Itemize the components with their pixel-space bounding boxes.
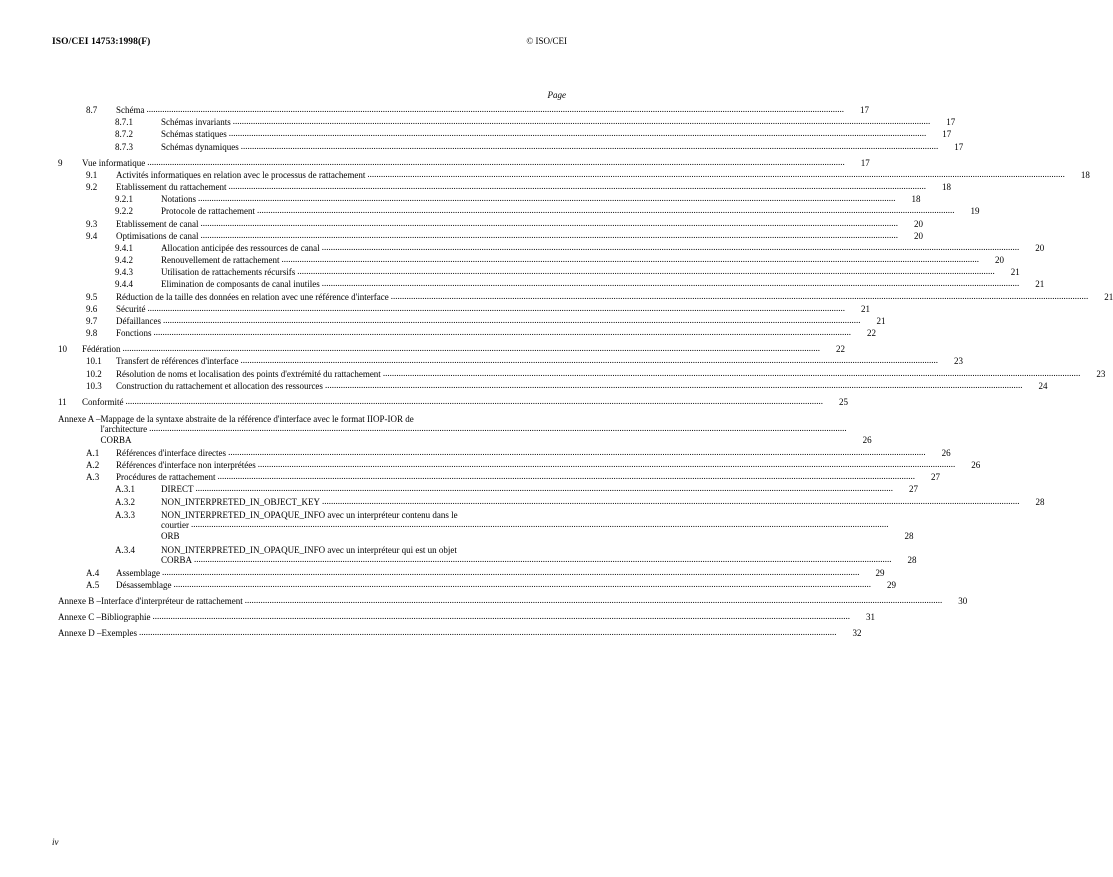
toc-entry-page: 21 — [1010, 267, 1020, 278]
toc-entry-title: Bibliographie — [101, 612, 151, 623]
toc-entry-number: Annexe C – — [58, 612, 101, 623]
toc-leader-dots — [123, 344, 821, 353]
toc-entry-number: 9.7 — [86, 316, 98, 326]
toc-entry[interactable] — [52, 368, 1106, 379]
toc-entry-title-line1: NON_INTERPRETED_IN_OPAQUE_INFO avec un interpréteur contenu dans le — [161, 509, 458, 520]
toc-entry-title: Schéma — [116, 105, 145, 115]
toc-entry-number: A.3.3 — [115, 509, 135, 520]
toc-entry-number: 8.7 — [86, 105, 98, 115]
toc-entry-number: 8.7.2 — [115, 129, 133, 140]
toc-leader-dots — [194, 554, 892, 565]
toc-entry-page: 20 — [913, 230, 923, 241]
toc-entry-title: Procédures de rattachement — [116, 472, 216, 483]
toc-entry-page: 30 — [958, 596, 968, 607]
toc-entry-number: 10 — [58, 344, 67, 355]
toc-entry-title: Utilisation de rattachements récursifs — [161, 267, 296, 278]
toc-entry[interactable] — [52, 628, 862, 639]
toc-entry-number: 11 — [58, 396, 67, 407]
toc-entry-page: 23 — [1096, 368, 1106, 379]
toc-entry-number: 9.2 — [86, 181, 98, 192]
toc-entry-title: Sécurité — [116, 303, 146, 314]
toc-entry-page: 22 — [867, 328, 877, 339]
toc-leader-dots — [228, 448, 926, 457]
toc-entry-page: 26 — [971, 459, 981, 470]
toc-leader-dots — [281, 255, 979, 264]
toc-entry-number: A.2 — [86, 459, 100, 470]
toc-entry-title: NON_INTERPRETED_IN_OBJECT_KEY — [161, 496, 320, 507]
toc-entry-page: 18 — [911, 194, 921, 205]
page-header — [52, 36, 567, 47]
toc-leader-dots — [322, 243, 1020, 252]
toc-entry-title: Interface d'interpréteur de rattachement — [101, 596, 243, 607]
toc-entry-title: Construction du rattachement et allocation des ressources — [116, 380, 323, 391]
toc-leader-dots — [325, 381, 1023, 390]
toc-leader-dots — [154, 328, 852, 337]
toc-entry-number: 9.5 — [86, 291, 98, 302]
toc-leader-dots — [240, 356, 938, 365]
toc-entry[interactable] — [52, 316, 886, 326]
toc-leader-dots — [322, 497, 1020, 506]
toc-entry-page: 17 — [860, 105, 869, 115]
toc-entry-title: Activités informatiques en relation avec le processus de rattachement — [116, 169, 366, 180]
toc-entry-number: 10.3 — [86, 380, 102, 391]
toc-entry-number: 9.2.1 — [115, 194, 133, 205]
toc-entry[interactable] — [52, 129, 952, 140]
toc-entry-title: Allocation anticipée des ressources de canal — [161, 242, 320, 253]
toc-entry[interactable] — [52, 568, 885, 579]
toc-entry-number: 9.6 — [86, 303, 98, 314]
toc-entry-page: 27 — [909, 484, 918, 495]
toc-leader-dots — [229, 129, 927, 138]
toc-entry-title: Réduction de la taille des données en relation avec une référence d'interface — [116, 291, 389, 302]
toc-entry[interactable] — [52, 447, 951, 458]
toc-entry[interactable] — [52, 459, 981, 470]
toc-entry[interactable] — [52, 255, 1004, 266]
toc-entry-page: 22 — [836, 344, 845, 355]
toc-entry-title: Vue informatique — [82, 157, 146, 168]
toc-entry-title: DIRECT — [161, 484, 194, 495]
toc-entry[interactable] — [52, 117, 956, 128]
toc-leader-dots — [173, 580, 871, 589]
toc-entry-page: 31 — [866, 612, 875, 623]
toc-leader-dots — [139, 628, 837, 637]
toc-leader-dots — [153, 612, 851, 621]
toc-entry[interactable] — [52, 303, 870, 314]
toc-leader-dots — [162, 568, 860, 577]
toc-entry-title: Références d'interface directes — [116, 447, 227, 458]
toc-entry[interactable] — [52, 472, 940, 483]
toc-entry-page: 29 — [875, 568, 885, 579]
toc-leader-dots — [257, 206, 955, 215]
toc-entry-title-line1: NON_INTERPRETED_IN_OPAQUE_INFO avec un interpréteur qui est un objet — [161, 544, 457, 555]
toc-entry-page: 21 — [876, 316, 886, 326]
toc-entry-title: Schémas invariants — [161, 117, 231, 128]
toc-entry-title: Transfert de références d'interface — [116, 356, 239, 367]
toc-entry-page: 20 — [913, 218, 923, 229]
toc-entry[interactable] — [52, 328, 877, 339]
toc-entry-number: 8.7.3 — [115, 141, 133, 152]
toc-leader-dots — [196, 484, 894, 493]
toc-leader-dots — [126, 397, 824, 406]
toc-entry-page: 26 — [862, 434, 872, 445]
toc-entry-number: Annexe D – — [58, 628, 102, 639]
toc-entry-title: Etablissement du rattachement — [116, 181, 227, 192]
toc-entry[interactable] — [52, 267, 1020, 278]
toc-entry-number: 9.4.2 — [115, 255, 133, 266]
toc-entry[interactable] — [52, 612, 875, 623]
toc-leader-dots — [383, 369, 1081, 378]
toc-entry[interactable] — [52, 291, 1113, 302]
toc-entry-page: 28 — [904, 530, 914, 541]
toc-entry-page: 17 — [946, 117, 956, 128]
toc-entry[interactable] — [52, 169, 1090, 180]
toc-entry-number: 9.4.4 — [115, 279, 133, 290]
toc-entry-page: 17 — [860, 157, 870, 168]
toc-entry[interactable] — [52, 496, 1045, 507]
toc-entry-number: 9.1 — [86, 169, 98, 180]
toc-entry-page: 27 — [930, 472, 940, 483]
toc-entry[interactable] — [52, 396, 848, 407]
toc-entry-page: 28 — [907, 555, 917, 566]
toc-entry-title: Notations — [161, 194, 196, 205]
toc-entry-page: 18 — [1080, 169, 1090, 180]
page-column-label: Page — [547, 90, 566, 100]
toc-entry-number: A.4 — [86, 568, 100, 579]
toc-leader-dots — [200, 219, 898, 228]
toc-leader-dots — [391, 292, 1089, 301]
toc-entry-page: 26 — [941, 447, 951, 458]
toc-entry-title: Exemples — [101, 628, 137, 639]
toc-entry-number: A.1 — [86, 447, 100, 458]
toc-leader-dots — [191, 519, 889, 530]
toc-entry[interactable] — [52, 157, 870, 168]
toc-entry-title: Etablissement de canal — [116, 218, 199, 229]
toc-entry-title: Schémas statiques — [161, 129, 227, 140]
toc-entry[interactable] — [52, 380, 1048, 391]
toc-leader-dots — [149, 423, 847, 434]
toc-entry[interactable] — [52, 105, 869, 115]
toc-entry-number: 8.7.1 — [115, 117, 133, 128]
toc-entry-number: A.3.1 — [115, 484, 135, 495]
toc-entry-number: 9.2.2 — [115, 206, 133, 217]
toc-entry-page: 21 — [861, 303, 870, 314]
toc-leader-dots — [147, 105, 845, 114]
toc-leader-dots — [228, 182, 926, 191]
toc-entry-number: 10.1 — [86, 356, 102, 367]
toc-entry-title: Résolution de noms et localisation des points d'extrémité du rattachement — [116, 368, 381, 379]
toc-leader-dots — [322, 279, 1020, 288]
toc-entry-title-line1: Mappage de la syntaxe abstraite de la référence d'interface avec le format IIOP-IOR de — [100, 413, 414, 424]
toc-entry[interactable] — [52, 596, 968, 607]
toc-entry-page: 23 — [953, 356, 963, 367]
toc-leader-dots — [258, 460, 956, 469]
toc-leader-dots — [367, 170, 1065, 179]
toc-entry-page: 25 — [839, 396, 848, 407]
standard-designation: ISO/CEI 14753:1998(F) — [52, 37, 151, 47]
toc-entry-number: A.5 — [86, 580, 100, 591]
toc-entry-page: 29 — [886, 580, 896, 591]
toc-leader-dots — [297, 267, 995, 276]
toc-entry[interactable] — [52, 218, 923, 229]
toc-entry-number: 9 — [58, 157, 63, 168]
toc-entry-page: 17 — [954, 141, 964, 152]
toc-leader-dots — [200, 231, 898, 240]
toc-leader-dots — [241, 142, 939, 151]
toc-entry-title-line2: courtier ORB — [161, 520, 189, 541]
toc-entry-title: Elimination de composants de canal inutiles — [161, 279, 320, 290]
toc-entry-page: 20 — [994, 255, 1004, 266]
toc-entry-number: A.3 — [86, 472, 100, 483]
toc-entry[interactable] — [52, 181, 951, 192]
toc-entry-title: Renouvellement de rattachement — [161, 255, 280, 266]
toc-entry-number: 9.8 — [86, 328, 98, 339]
toc-leader-dots — [217, 472, 915, 481]
toc-entry-number: 9.4.3 — [115, 267, 133, 278]
toc-entry[interactable] — [52, 580, 896, 591]
toc-entry-number: 9.4 — [86, 230, 98, 241]
toc-entry-number: Annexe A – — [58, 413, 101, 424]
toc-entry-title-line2: CORBA — [161, 555, 193, 566]
toc-entry-page: 18 — [941, 181, 951, 192]
table-of-contents — [52, 105, 1113, 639]
toc-entry[interactable] — [52, 141, 964, 152]
toc-entry[interactable] — [52, 544, 917, 566]
toc-leader-dots — [233, 117, 931, 126]
toc-entry[interactable] — [52, 230, 923, 241]
toc-entry-page: 32 — [852, 628, 862, 639]
toc-entry-title-line2: l'architecture CORBA — [100, 424, 148, 445]
toc-entry-number: 10.2 — [86, 368, 102, 379]
toc-entry-page: 21 — [1104, 291, 1113, 302]
toc-leader-dots — [163, 316, 861, 325]
toc-entry-title: Conformité — [82, 396, 124, 407]
toc-entry[interactable] — [52, 206, 980, 217]
toc-leader-dots — [148, 304, 846, 313]
toc-leader-dots — [245, 596, 943, 605]
toc-entry[interactable] — [52, 356, 963, 367]
toc-entry[interactable] — [52, 194, 921, 205]
toc-entry-title: Schémas dynamiques — [161, 141, 239, 152]
toc-entry-title: Défaillances — [116, 316, 161, 326]
toc-entry[interactable] — [52, 344, 845, 355]
toc-entry-title: Références d'interface non interprétées — [116, 459, 256, 470]
toc-entry-page: 28 — [1035, 496, 1045, 507]
toc-entry-number: Annexe B – — [58, 596, 101, 607]
toc-entry[interactable] — [52, 413, 872, 446]
toc-entry-number: 9.4.1 — [115, 242, 133, 253]
toc-entry[interactable] — [52, 484, 918, 495]
page-number: iv — [52, 837, 59, 847]
toc-leader-dots — [198, 194, 896, 203]
toc-entry-page: 21 — [1035, 279, 1045, 290]
page-column-header — [52, 85, 567, 103]
toc-entry[interactable] — [52, 509, 914, 542]
toc-entry-title: Optimisations de canal — [116, 230, 199, 241]
toc-entry-page: 24 — [1038, 380, 1048, 391]
toc-entry[interactable] — [52, 242, 1045, 253]
toc-entry-title: Assemblage — [116, 568, 160, 579]
toc-entry-title: Désassemblage — [116, 580, 172, 591]
toc-entry-page: 19 — [970, 206, 980, 217]
toc-entry-title: Fédération — [82, 344, 121, 355]
toc-entry[interactable] — [52, 279, 1045, 290]
toc-entry-page: 17 — [942, 129, 952, 140]
toc-entry-page: 20 — [1035, 242, 1045, 253]
toc-entry-title: Fonctions — [116, 328, 152, 339]
toc-entry-number: 9.3 — [86, 218, 98, 229]
toc-entry-number: A.3.2 — [115, 496, 135, 507]
copyright-notice: © ISO/CEI — [526, 36, 567, 46]
toc-leader-dots — [147, 158, 845, 167]
toc-entry-title: Protocole de rattachement — [161, 206, 255, 217]
toc-entry-number: A.3.4 — [115, 544, 135, 555]
